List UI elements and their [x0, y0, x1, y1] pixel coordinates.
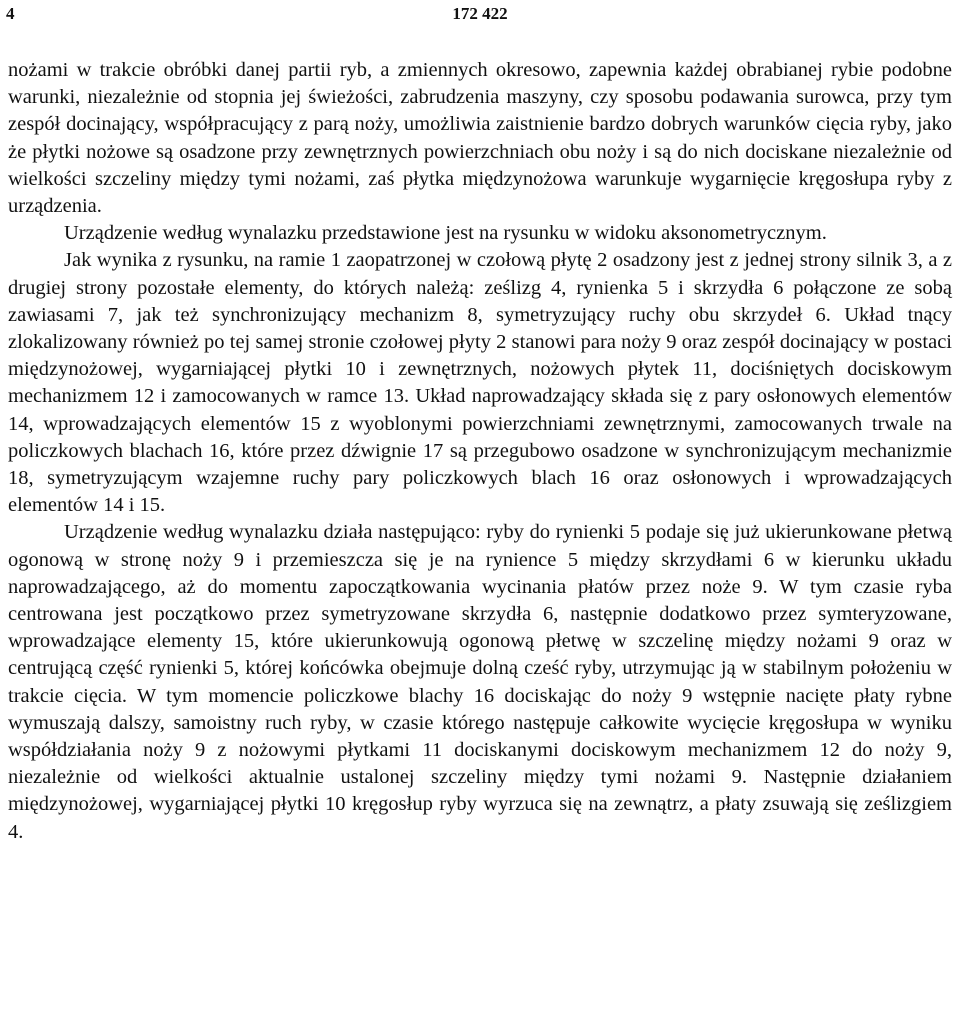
paragraph-operation: Urządzenie według wynalazku działa następująco: ryby do rynienki 5 podaje się już ukierunkowane płetwą ogonową w stronę noży 9 i przemieszcza się je na rynience 5 między skrzydłami 6 w kierunku układu naprowadzającego, aż do momentu zapoczątkowania wycinania płatów przez noże 9. W tym czasie ryba centrowana jest początkowo przez symetryzowane skrzydła 6, następnie dodatkowo przez symteryzowane, wprowadzające elementy 15, które ukierunkowują ogonową płetwę w szczelinę między nożami 9 oraz w centrującą część rynienki 5, której końcówka obejmuje dolną cześć ryby, utrzymując ją w stabilnym położeniu w trakcie cięcia. W tym momencie policzkowe blachy 16 dociskając do noży 9 wstępnie nacięte płaty rybne wymuszają dalszy, samoistny ruch ryby, w czasie którego następuje całkowite wycięcie kręgosłupa w wyniku współdziałania noży 9 z nożowymi płytkami 11 dociskanymi dociskowym mechanizmem 12 do noży 9, niezależnie od wielkości aktualnie ustalonej szczeliny między tymi nożami 9. Następnie działaniem międzynożowej, wygarniającej płytki 10 kręgosłup ryby wyrzuca się na zewnątrz, a płaty zsuwają się ześlizgiem 4. — [8, 521, 952, 843]
patent-number: 172 422 — [452, 4, 508, 23]
paragraph-construction: Jak wynika z rysunku, na ramie 1 zaopatrzonej w czołową płytę 2 osadzony jest z jednej strony silnik 3, a z drugiej strony pozostałe elementy, do których należą: ześlizg 4, rynienka 5 i skrzydła 6 połączone ze sobą zawiasami 7, jak też synchronizujący mechanizm 8, symetryzujący ruchy obu skrzydeł 6. Układ tnący zlokalizowany również po tej samej stronie czołowej płyty 2 stanowi para noży 9 oraz zespół docinający w postaci międzynożowej, wygarniającej płytki 10 i zewnętrznych, nożowych płytek 11, dociśniętych dociskowym mechanizmem 12 i zamocowanych w ramce 13. Układ naprowadzający składa się z pary osłonowych elementów 14, wprowadzających elementów 15 z wyoblonymi powierzchniami zewnętrznymi, zamocowanych trwale na policzkowych blachach 16, które przez dźwignie 17 są przegubowo osadzone w synchronizującym mechanizmie 18, symetryzującym wzajemne ruchy pary policzkowych blach 16 oraz osłonowych i wprowadzających elementów 14 i 15. — [8, 249, 952, 517]
paragraph-drawing-intro: Urządzenie według wynalazku przedstawione jest na rysunku w widoku aksonometrycznym. — [64, 222, 827, 245]
paragraph-continuation: nożami w trakcie obróbki danej partii ryb, a zmiennych okresowo, zapewnia każdej obrabianej rybie podobne warunki, niezależnie od stopnia jej świeżości, zabrudzenia maszyny, czy sposobu podawania surowca, przy tym zespół docinający, współpracujący z parą noży, umożliwia zaistnienie bardzo dobrych warunków cięcia ryby, jako że płytki nożowe są osadzone przy zewnętrznych powierzchniach obu noży i są do nich dociskane niezależnie od wielkości szczeliny między tymi nożami, zaś płytka międzynożowa warunkuje wygarnięcie kręgosłupa ryby z urządzenia. — [8, 59, 952, 218]
document-body — [8, 57, 952, 846]
page-number: 4 — [6, 4, 15, 23]
